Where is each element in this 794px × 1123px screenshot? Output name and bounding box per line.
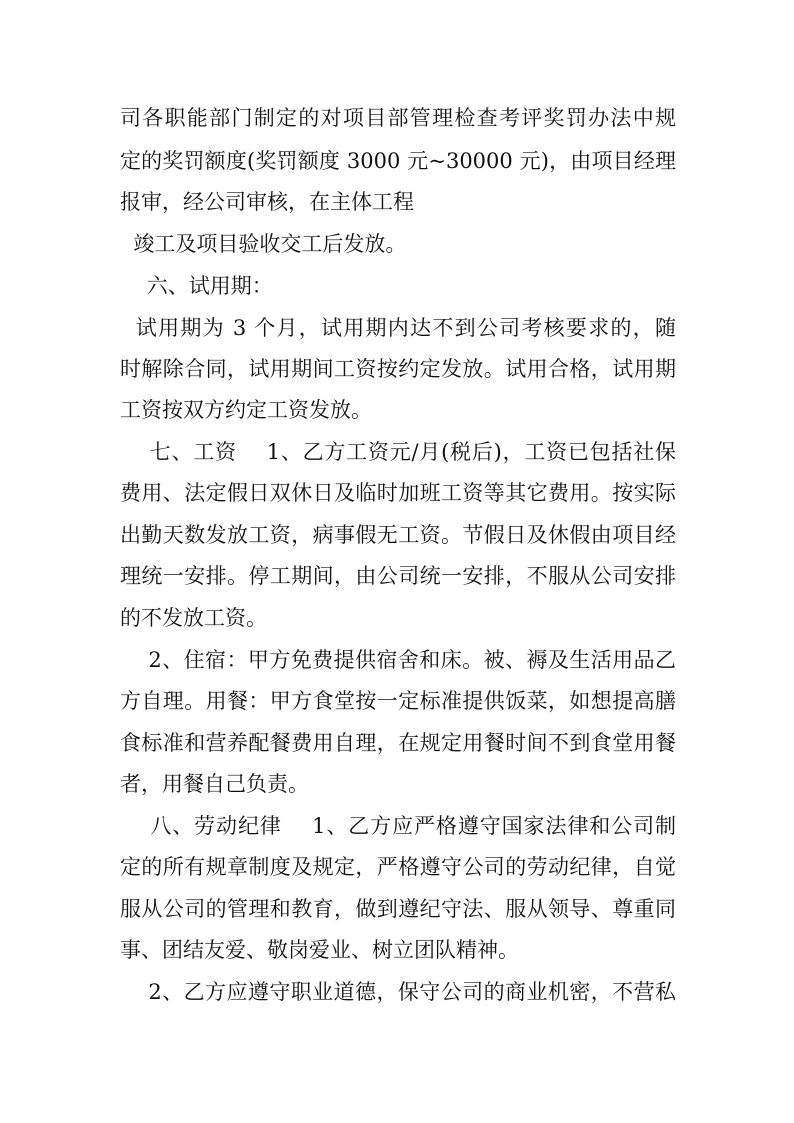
section-heading-wages: 七、工资 1、乙方工资元/月(税后)，工资已包括社保 bbox=[120, 440, 676, 464]
body-text-line: 食标准和营养配餐费用自理，在规定用餐时间不到食堂用餐 bbox=[120, 731, 676, 755]
body-text-line: 理统一安排。停工期间，由公司统一安排，不服从公司安排 bbox=[120, 564, 676, 588]
body-text-line: 2、住宿：甲方免费提供宿舍和床。被、褥及生活用品乙 bbox=[120, 648, 676, 672]
body-text-line: 定的所有规章制度及规定，严格遵守公司的劳动纪律，自觉 bbox=[120, 855, 676, 879]
body-text-line: 时解除合同，试用期间工资按约定发放。试用合格，试用期 bbox=[120, 357, 676, 381]
section-heading-trial-period: 六、试用期： bbox=[120, 274, 273, 298]
body-text-line: 竣工及项目验收交工后发放。 bbox=[120, 232, 407, 256]
body-text-line: 的不发放工资。 bbox=[120, 606, 267, 630]
body-text-line: 服从公司的管理和教育，做到遵纪守法、服从领导、尊重同 bbox=[120, 897, 676, 921]
body-text-line: 方自理。用餐：甲方食堂按一定标准提供饭菜，如想提高膳 bbox=[120, 689, 676, 713]
body-text-line: 出勤天数发放工资，病事假无工资。节假日及休假由项目经 bbox=[120, 523, 676, 547]
body-text-line: 司各职能部门制定的对项目部管理检查考评奖罚办法中规 bbox=[120, 106, 676, 130]
body-text-line: 事、团结友爱、敬岗爱业、树立团队精神。 bbox=[120, 938, 519, 962]
body-text-line: 试用期为 3 个月，试用期内达不到公司考核要求的，随 bbox=[120, 316, 676, 340]
body-text-line: 者，用餐自己负责。 bbox=[120, 772, 309, 796]
body-text-line: 定的奖罚额度(奖罚额度 3000 元~30000 元)，由项目经理 bbox=[120, 149, 676, 173]
body-text-line: 费用、法定假日双休日及临时加班工资等其它费用。按实际 bbox=[120, 481, 676, 505]
body-text-line: 工资按双方约定工资发放。 bbox=[120, 398, 372, 422]
body-text-line: 报审，经公司审核，在主体工程 bbox=[120, 190, 414, 214]
body-text-line: 2、乙方应遵守职业道德，保守公司的商业机密，不营私 bbox=[120, 980, 676, 1004]
section-heading-labor-discipline: 八、劳动纪律 1、乙方应严格遵守国家法律和公司制 bbox=[120, 814, 676, 838]
